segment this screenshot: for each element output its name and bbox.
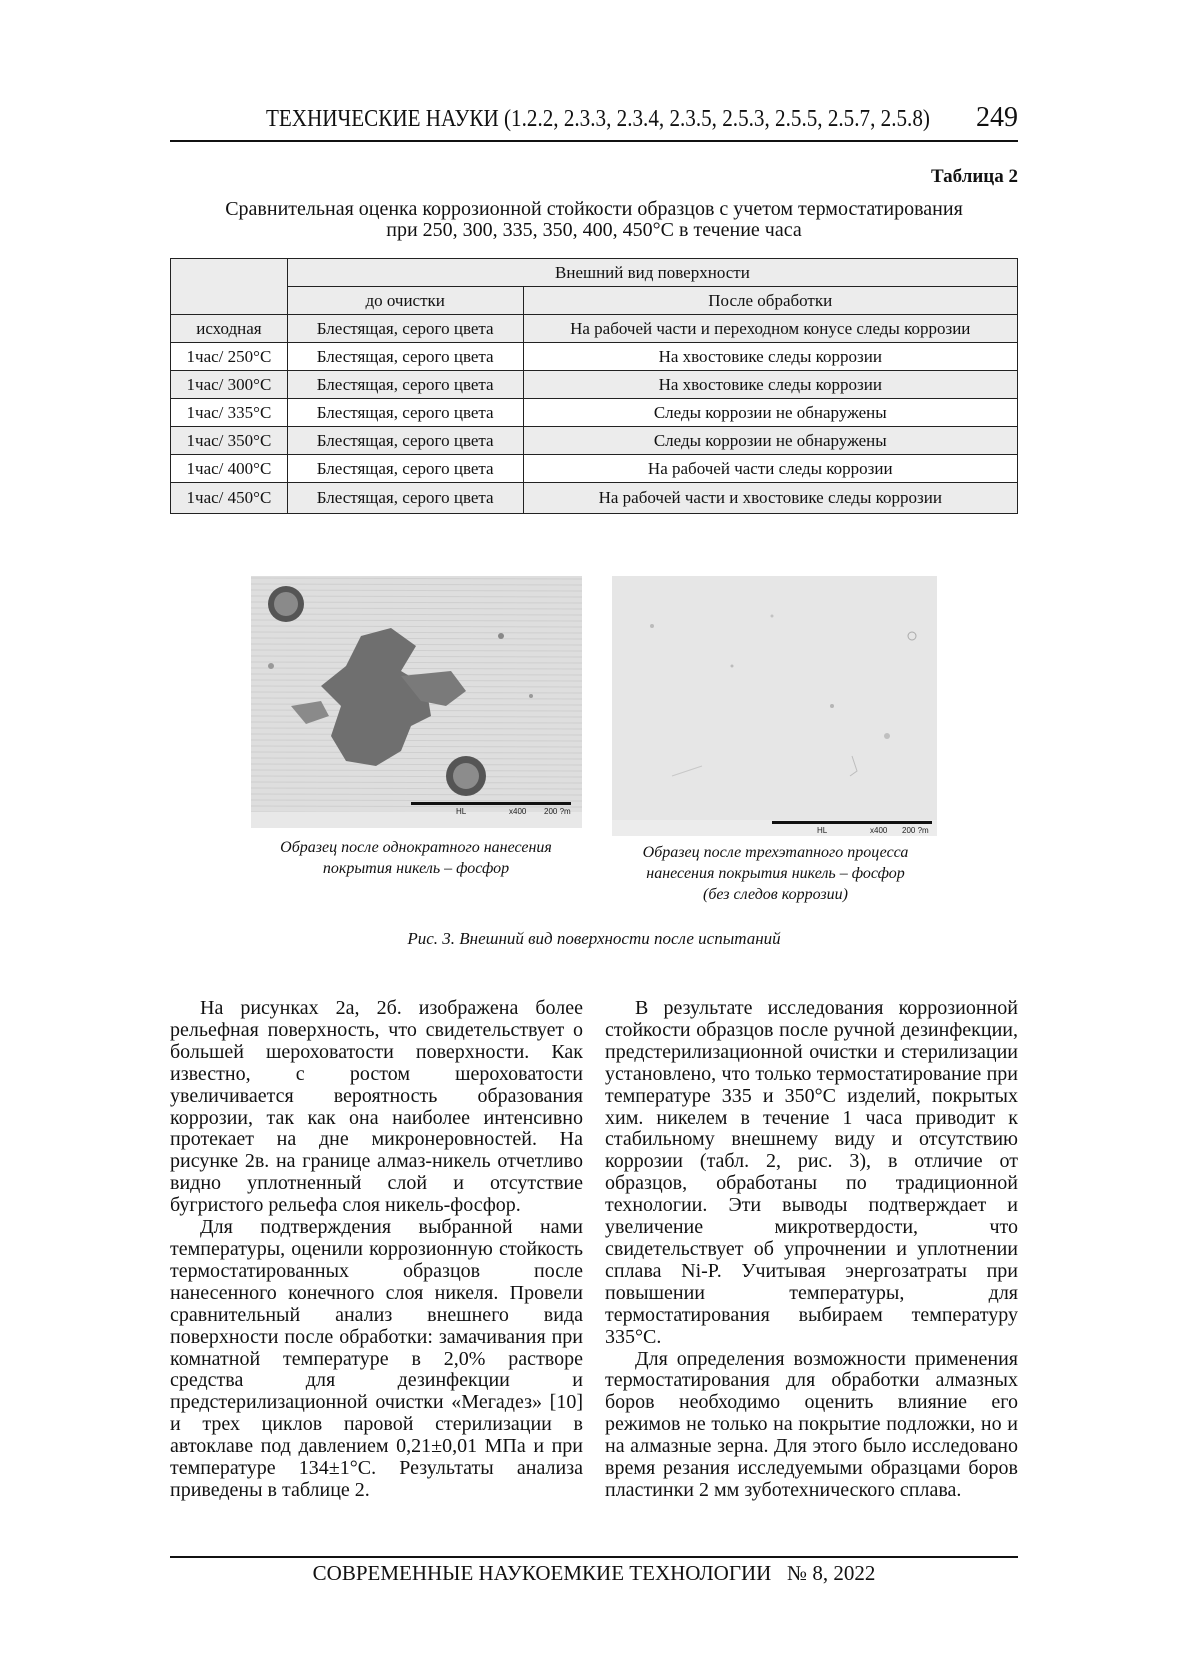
micrograph-single-coating — [251, 576, 582, 812]
cell-after: На хвостовике следы коррозии — [523, 371, 1017, 399]
figure-left — [251, 576, 582, 828]
table-caption — [170, 199, 1018, 241]
paragraph: В результате исследования коррозионной стойкости образцов после ручной дезинфекции, предстерилизационной очистки и стерилизации установлено, что только термостатирование при температуре 335 и 350°С изделий, покрытых хим. никелем в течение 1 часа приводит к стабильному внешнему виду и отсутствию коррозии (табл. 2, рис. 3), в отличие от образцов, обработаны по традиционной технологии. Эти выводы подтверждает и увеличение микротвердости, что свидетельствует об упрочнении и уплотнении сплава Ni-P. Учитывая энергозатраты при повышении температуры, для термостатирования выбираем температуру 335°С. — [605, 997, 1018, 1348]
cell-before: Блестящая, серого цвета — [287, 455, 523, 483]
cell-before: Блестящая, серого цвета — [287, 371, 523, 399]
table-caption-line-2: при 250, 300, 335, 350, 400, 450°С в течение часа — [386, 219, 802, 241]
body-column-right — [605, 998, 1018, 1502]
cell-sample: 1час/ 450°С — [171, 483, 288, 514]
cell-after: На хвостовике следы коррозии — [523, 343, 1017, 371]
table-header-row — [171, 259, 1018, 287]
figure-right-caption — [598, 842, 953, 905]
table-subheader-row — [171, 287, 1018, 315]
scale-label-mag: x400 — [870, 826, 888, 835]
caption-line-3: (без следов коррозии) — [703, 886, 848, 903]
scale-bar — [411, 802, 571, 805]
body-column-left — [170, 998, 583, 1502]
cell-before: Блестящая, серого цвета — [287, 315, 523, 343]
caption-line-2: нанесения покрытия никель – фосфор — [646, 865, 905, 882]
cell-after: На рабочей части и хвостовике следы коррозии — [523, 483, 1017, 514]
running-header — [170, 104, 1018, 142]
micrograph-triple-coating — [612, 576, 937, 820]
cell-sample: 1час/ 335°С — [171, 399, 288, 427]
table-row — [171, 455, 1018, 483]
cell-before: Блестящая, серого цвета — [287, 427, 523, 455]
caption-line-2: покрытия никель – фосфор — [322, 860, 510, 877]
table-row — [171, 427, 1018, 455]
table-caption-line-1: Сравнительная оценка коррозионной стойкости образцов с учетом термостатирования — [225, 198, 963, 220]
table-row — [171, 371, 1018, 399]
cell-sample: 1час/ 250°С — [171, 343, 288, 371]
scale-label-mag: x400 — [509, 807, 527, 816]
table-row — [171, 483, 1018, 514]
figure-title: Рис. 3. Внешний вид поверхности после испытаний — [407, 929, 781, 948]
running-footer — [170, 1556, 1018, 1586]
scale-bar — [772, 821, 932, 824]
cell-after: На рабочей части следы коррозии — [523, 455, 1017, 483]
cell-sample: 1час/ 300°С — [171, 371, 288, 399]
cell-after: Следы коррозии не обнаружены — [523, 399, 1017, 427]
journal-name: СОВРЕМЕННЫЕ НАУКОЕМКИЕ ТЕХНОЛОГИИ — [312, 1561, 772, 1585]
cell-before: Блестящая, серого цвета — [287, 483, 523, 514]
cell-after: Следы коррозии не обнаружены — [523, 427, 1017, 455]
cell-before: Блестящая, серого цвета — [287, 343, 523, 371]
paragraph: Для определения возможности применения термостатирования для обработки алмазных боров необходимо оценить влияние его режимов не только на покрытие подложки, но и на алмазные зерна. Для этого было исследовано время резания исследуемыми образцами боров пластинки 2 мм зуботехнического сплава. — [605, 1347, 1018, 1501]
cell-after: На рабочей части и переходном конусе следы коррозии — [523, 315, 1017, 343]
col-header-before: до очистки — [287, 287, 523, 315]
col-header-after: После обработки — [523, 287, 1017, 315]
issue-number: № 8, 2022 — [787, 1561, 876, 1585]
figure-right — [612, 576, 937, 836]
header-empty-cell — [171, 259, 288, 315]
corrosion-table — [170, 258, 1018, 514]
cell-before: Блестящая, серого цвета — [287, 399, 523, 427]
page-number: 249 — [976, 102, 1018, 133]
cell-sample: 1час/ 350°С — [171, 427, 288, 455]
cell-sample: исходная — [171, 315, 288, 343]
scale-label-size: 200 ?m — [902, 826, 929, 835]
figure-left-caption — [240, 837, 592, 879]
section-title: ТЕХНИЧЕСКИЕ НАУКИ (1.2.2, 2.3.3, 2.3.4, 2.3.5, 2.5.3, 2.5.5, 2.5.7, 2.5.8) — [266, 106, 930, 132]
scale-label-hl: HL — [456, 807, 467, 816]
scale-label-size: 200 ?m — [544, 807, 571, 816]
table-row — [171, 343, 1018, 371]
paragraph: На рисунках 2а, 2б. изображена более рельефная поверхность, что свидетельствует о большей шероховатости поверхности. Как известно, с ростом шероховатости увеличивается вероятность образования коррозии, так как она наиболее интенсивно протекает на дне микронеровностей. На рисунке 2в. на границе алмаз-никель отчетливо видно уплотненный слой и отсутствие бугристого рельефа слоя никель-фосфор. — [170, 997, 583, 1217]
group-header: Внешний вид поверхности — [287, 259, 1017, 287]
paragraph: Для подтверждения выбранной нами температуры, оценили коррозионную стойкость термостатированных образцов после нанесенного конечного слоя никеля. Провели сравнительный анализ внешнего вида поверхности после обработки: замачивания при комнатной температуре в 2,0% растворе средства для дезинфекции и предстерилизационной очистки «Мегадез» [10] и трех циклов паровой стерилизации в автоклаве под давлением 0,21±0,01 МПа и при температуре 134±1°С. Результаты анализа приведены в таблице 2. — [170, 1216, 583, 1501]
table-label: Таблица 2 — [930, 166, 1018, 187]
table-row — [171, 399, 1018, 427]
cell-sample: 1час/ 400°С — [171, 455, 288, 483]
scale-label-hl: HL — [817, 826, 828, 835]
caption-line-1: Образец после однократного нанесения — [280, 839, 552, 856]
caption-line-1: Образец после трехэтапного процесса — [642, 844, 909, 861]
table-row — [171, 315, 1018, 343]
